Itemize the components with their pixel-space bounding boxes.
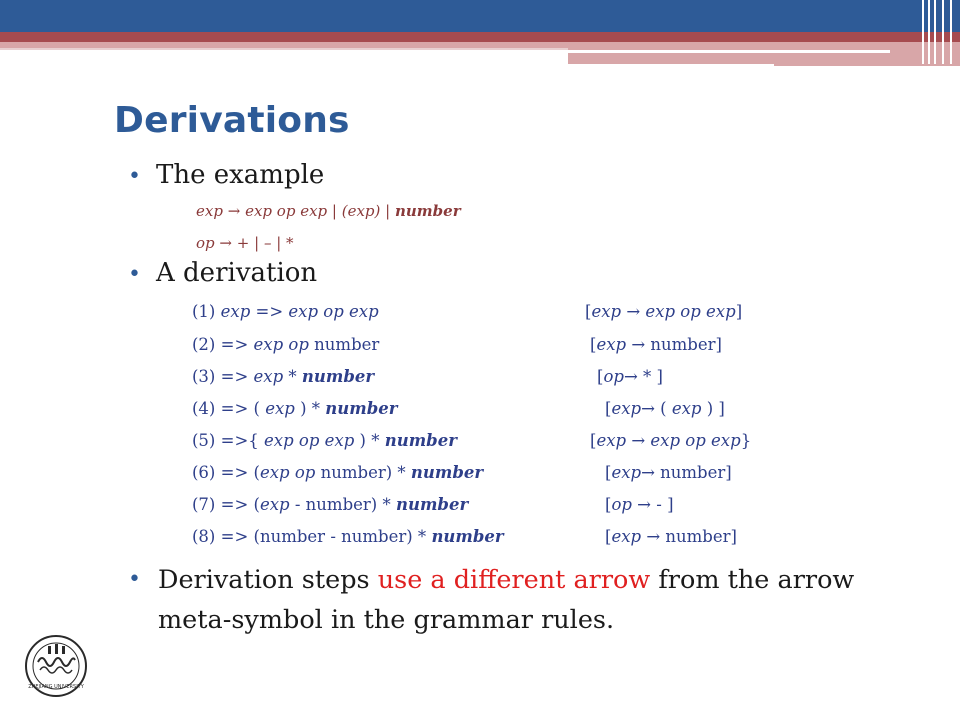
zhejiang-university-seal-icon: [24, 634, 88, 698]
bullet-dot-icon: •: [128, 262, 141, 287]
bullet-dot-icon: •: [128, 567, 141, 592]
header-band-red: [0, 32, 960, 42]
derivation-step-rule: [exp → exp op exp}: [590, 431, 752, 450]
derivation-step-rule: [exp→ number]: [605, 463, 732, 482]
derivation-step-number: (4): [192, 399, 221, 418]
slide-title: Derivations: [114, 100, 350, 141]
derivation-step-left: [192, 302, 379, 321]
derivation-step-number: (8): [192, 527, 221, 546]
derivation-step-left: [192, 335, 379, 354]
bullet-dot-icon: •: [128, 164, 141, 189]
derivation-step-expression: => exp op number: [220, 335, 380, 354]
derivation-step-expression: => (exp op number) * number: [220, 463, 484, 482]
grammar-rule-op: op → + | – | *: [196, 234, 294, 252]
derivation-step-rule: [exp → number]: [605, 527, 737, 546]
derivation-step-expression: => (exp - number) * number: [220, 495, 469, 514]
derivation-step-expression: =>{ exp op exp ) * number: [220, 431, 457, 450]
bullet-conclusion: [128, 560, 928, 640]
derivation-step-number: (5): [192, 431, 221, 450]
header-band-light: [0, 48, 568, 50]
svg-text:ZHEJIANG UNIVERSITY: ZHEJIANG UNIVERSITY: [28, 684, 84, 690]
derivation-step-rule: [op→ * ]: [597, 367, 663, 386]
derivation-step-expression: => ( exp ) * number: [220, 399, 398, 418]
derivation-step-rule: [exp → exp op exp]: [585, 302, 743, 321]
derivation-step-number: (3): [192, 367, 221, 386]
header-band-pink: [0, 42, 568, 48]
header-white-line: [568, 50, 890, 53]
bullet-example: [128, 160, 324, 190]
derivation-step-expression: exp => exp op exp: [220, 302, 379, 321]
conclusion-highlight: use a different arrow: [377, 565, 651, 595]
bullet-example-label: The example: [156, 160, 325, 190]
bullet-derivation-label: A derivation: [156, 258, 318, 288]
derivation-step-expression: => (number - number) * number: [220, 527, 504, 546]
derivation-step-number: (7): [192, 495, 221, 514]
grammar-rule-exp: exp → exp op exp | (exp) | number: [196, 202, 461, 220]
derivation-step-left: [192, 367, 374, 386]
derivation-step-left: [192, 495, 468, 514]
derivation-step-rule: [exp → number]: [590, 335, 722, 354]
derivation-step-left: [192, 463, 483, 482]
header-band-blue: [0, 0, 960, 32]
bullet-derivation: [128, 258, 317, 288]
conclusion-text: Derivation steps use a different arrow from the arrow meta-symbol in the grammar rules.: [158, 565, 855, 635]
derivation-step-left: [192, 431, 457, 450]
derivation-step-number: (1): [192, 302, 221, 321]
derivation-step-left: [192, 527, 504, 546]
derivation-step-left: [192, 399, 397, 418]
derivation-step-rule: [op → - ]: [605, 495, 674, 514]
derivation-step-expression: => exp * number: [220, 367, 375, 386]
derivation-step-number: (2): [192, 335, 221, 354]
derivation-step-number: (6): [192, 463, 221, 482]
derivation-step-rule: [exp→ ( exp ) ]: [605, 399, 725, 418]
header-vertical-lines: [920, 0, 960, 64]
